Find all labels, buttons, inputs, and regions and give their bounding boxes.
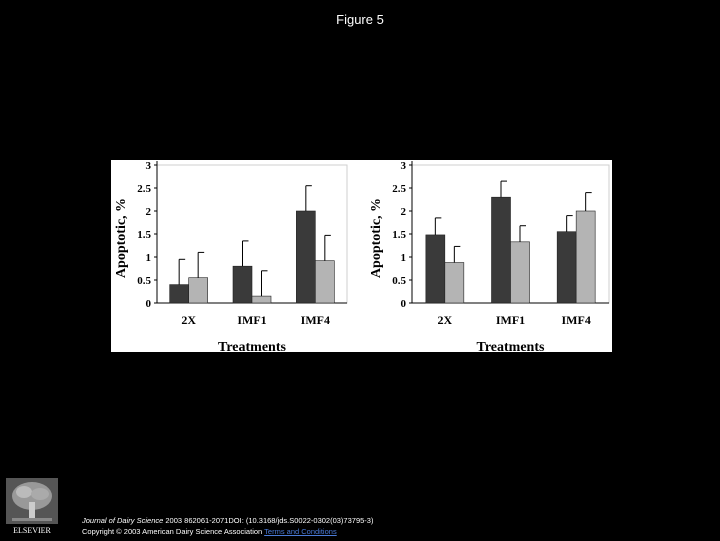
x-axis-label: Treatments [218, 340, 286, 352]
elsevier-logo [6, 478, 58, 536]
y-tick-label: 2 [145, 206, 151, 218]
y-tick-label: 1.5 [392, 229, 406, 241]
figure-title: Figure 5 [336, 12, 384, 27]
logo-text: ELSEVIER [13, 526, 51, 535]
bar-imf1-series-2 [511, 242, 530, 303]
y-tick-label: 0 [145, 298, 151, 310]
x-tick-label: IMF4 [561, 313, 591, 327]
x-tick-label: IMF1 [237, 313, 267, 327]
y-tick-label: 0.5 [137, 275, 151, 287]
y-tick-label: 3 [145, 160, 151, 172]
bar-2x-series-2 [445, 263, 464, 303]
bar-2x-series-1 [170, 285, 189, 303]
bar-2x-series-1 [426, 235, 445, 303]
elsevier-tree-icon [6, 478, 58, 536]
bar-2x-series-2 [189, 278, 208, 303]
y-tick-label: 2.5 [392, 183, 406, 195]
copyright-text: Copyright © 2003 American Dairy Science Association [82, 527, 263, 536]
y-tick-label: 3 [400, 160, 406, 172]
y-tick-label: 2.5 [137, 183, 151, 195]
x-tick-label: 2X [181, 313, 197, 327]
x-tick-label: IMF4 [300, 313, 330, 327]
x-axis-label: Treatments [476, 340, 545, 352]
bar-imf1-series-1 [233, 266, 252, 303]
y-tick-label: 1 [145, 252, 151, 264]
x-tick-label: 2X [437, 313, 453, 327]
citation-block [82, 515, 373, 537]
bar-imf4-series-2 [315, 261, 334, 303]
y-tick-label: 0.5 [392, 275, 406, 287]
terms-link[interactable]: Terms and Conditions [264, 527, 337, 536]
bar-imf4-series-2 [576, 211, 595, 303]
citation-doi: 2003 862061-2071DOI: (10.3168/jds.S0022-0302(03)73795-3) [163, 516, 374, 525]
journal-name: Journal of Dairy Science [82, 516, 164, 525]
y-axis-label: Apoptotic, % [369, 197, 384, 279]
bar-imf1-series-1 [492, 197, 511, 303]
y-tick-label: 1 [400, 252, 406, 264]
copyright-line [82, 526, 373, 537]
bar-imf1-series-2 [252, 296, 271, 303]
bar-charts [111, 160, 612, 352]
y-tick-label: 0 [400, 298, 406, 310]
y-axis-label: Apoptotic, % [114, 197, 129, 279]
x-tick-label: IMF1 [495, 313, 526, 327]
citation-line [82, 515, 373, 526]
bar-imf4-series-1 [557, 232, 576, 303]
y-tick-label: 2 [400, 206, 406, 218]
bar-imf4-series-1 [296, 211, 315, 303]
figure-panel [111, 160, 612, 352]
y-tick-label: 1.5 [137, 229, 151, 241]
